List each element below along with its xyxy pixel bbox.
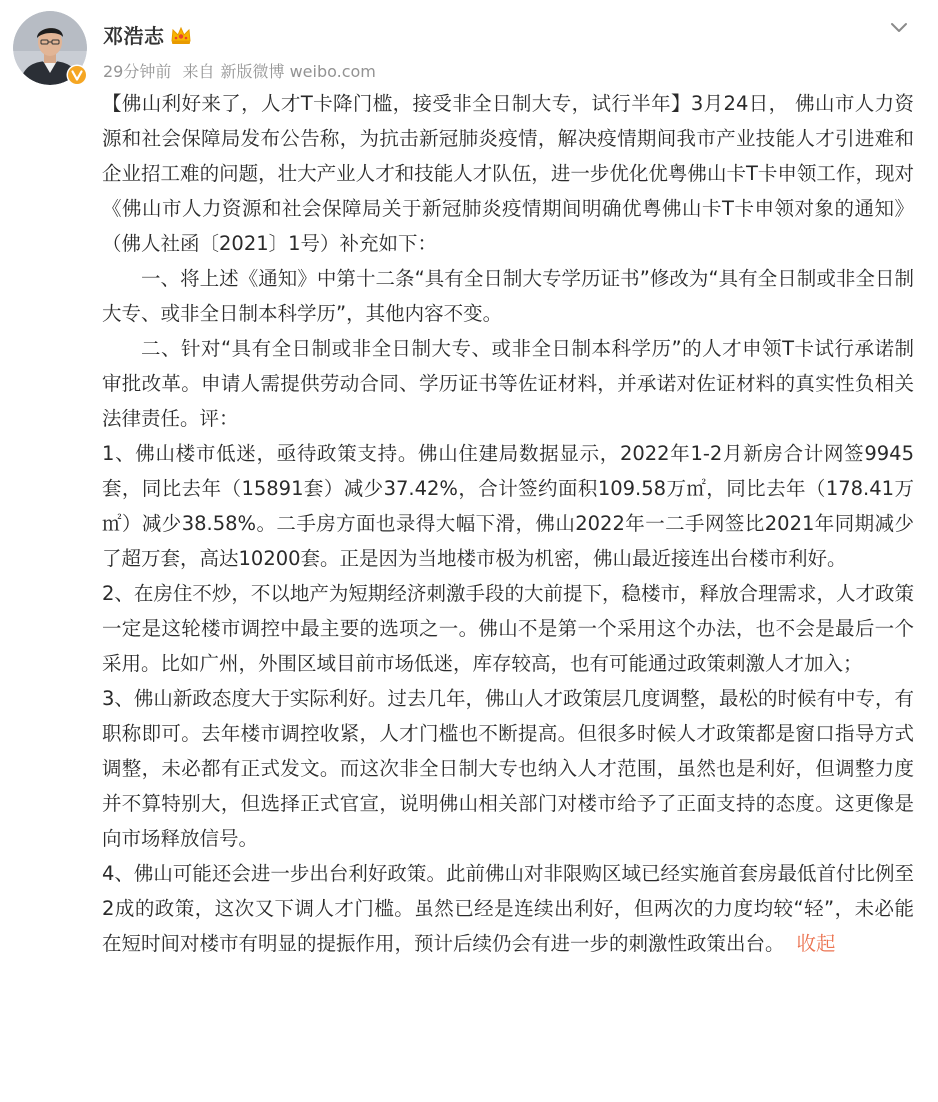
post-content bbox=[102, 86, 914, 961]
crown-icon[interactable] bbox=[169, 24, 193, 46]
post-source[interactable]: 新版微博 weibo.com bbox=[220, 62, 376, 81]
post-time[interactable]: 29分钟前 bbox=[103, 62, 172, 81]
post-paragraph-last bbox=[102, 856, 914, 961]
post-paragraph: 1、佛山楼市低迷，亟待政策支持。佛山住建局数据显示，2022年1-2月新房合计网签9945套，同比去年（15891套）减少37.42%，合计签约面积109.58万㎡，同比去年（178.41万㎡）减少38.58%。二手房方面也录得大幅下滑，佛山2022年一二手网签比2021年同期减少了超万套，高达10200套。正是因为当地楼市极为机密，佛山最近接连出台楼市利好。 bbox=[102, 442, 914, 570]
post-paragraph: 【佛山利好来了，人才T卡降门槛，接受非全日制大专，试行半年】3月24日， 佛山市人力资源和社会保障局发布公告称，为抗击新冠肺炎疫情，解决疫情期间我市产业技能人才引进难和企业招工难的问题，壮大产业人才和技能人才队伍，进一步优化优粤佛山卡T卡申领工作，现对《佛山市人力资源和社会保障局关于新冠肺炎疫情期间明确优粤佛山卡T卡申领对象的通知》（佛人社函〔2021〕1号）补充如下： bbox=[102, 92, 914, 255]
collapse-link[interactable]: 收起 bbox=[796, 932, 836, 955]
post-paragraph: 二、针对“具有全日制或非全日制大专、或非全日制本科学历”的人才申领T卡试行承诺制审批改革。申请人需提供劳动合同、学历证书等佐证材料，并承诺对佐证材料的真实性负相关法律责任。评： bbox=[102, 337, 914, 430]
post-paragraph: 3、佛山新政态度大于实际利好。过去几年，佛山人才政策层几度调整，最松的时候有中专，有职称即可。去年楼市调控收紧，人才门槛也不断提高。但很多时候人才政策都是窗口指导方式调整，未必都有正式发文。而这次非全日制大专也纳入人才范围，虽然也是利好，但调整力度并不算特别大，但选择正式官宣，说明佛山相关部门对楼市给予了正面支持的态度。这更像是向市场释放信号。 bbox=[102, 687, 914, 850]
user-name[interactable]: 邓浩志 bbox=[103, 24, 165, 48]
post-header bbox=[103, 14, 918, 94]
post-paragraph: 2、在房住不炒，不以地产为短期经济刺激手段的大前提下，稳楼市，释放合理需求，人才政策一定是这轮楼市调控中最主要的选项之一。佛山不是第一个采用这个办法，也不会是最后一个采用。比如广州，外围区域目前市场低迷，库存较高，也有可能通过政策刺激人才加入； bbox=[102, 582, 914, 675]
post-paragraph-text: 4、佛山可能还会进一步出台利好政策。此前佛山对非限购区域已经实施首套房最低首付比例至2成的政策，这次又下调人才门槛。虽然已经是连续出利好，但两次的力度均较“轻”，未必能在短时间对楼市有明显的提振作用，预计后续仍会有进一步的刺激性政策出台。 bbox=[102, 862, 914, 955]
post-meta bbox=[103, 59, 382, 82]
chevron-down-icon[interactable] bbox=[888, 16, 910, 38]
source-prefix: 来自 bbox=[182, 62, 215, 81]
avatar[interactable] bbox=[13, 11, 87, 85]
post-paragraph: 一、将上述《通知》中第十二条“具有全日制大专学历证书”修改为“具有全日制或非全日制大专、或非全日制本科学历”，其他内容不变。 bbox=[102, 267, 914, 325]
verified-badge-icon bbox=[66, 64, 88, 86]
